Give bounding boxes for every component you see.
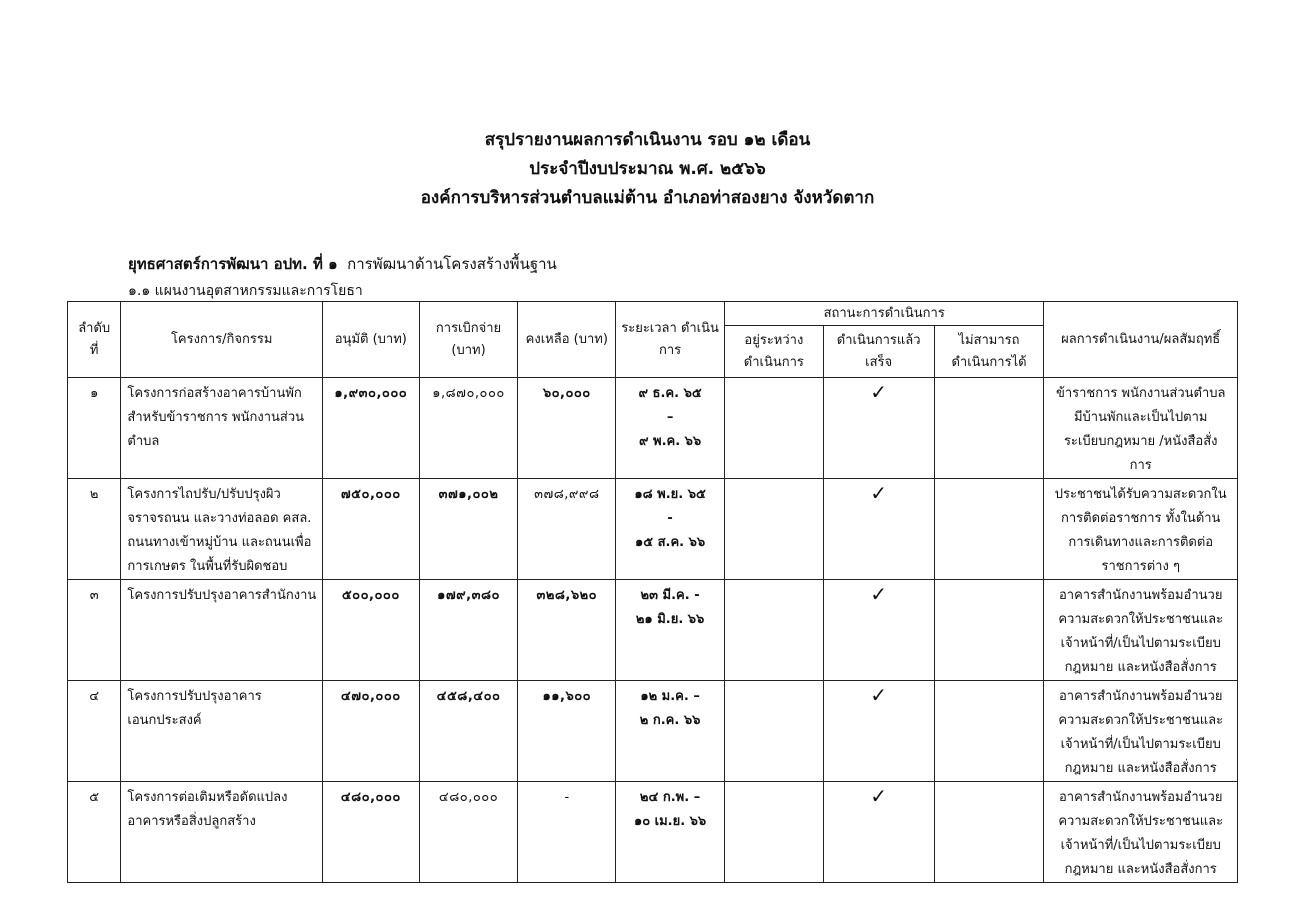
strategy-heading [128, 252, 557, 276]
table-row [68, 782, 1238, 883]
row-project: โครงการปรับปรุงอาคาร เอนกประสงค์ [121, 681, 323, 782]
header-remaining: คงเหลือ (บาท) [518, 302, 616, 378]
check-mark-icon: ✓ [870, 582, 888, 606]
row-remaining: ๑๑,๖๐๐ [518, 681, 616, 782]
row-result: อาคารสำนักงานพร้อมอำนวย ความสะดวกให้ประชาชนและ เจ้าหน้าที่/เป็นไปตามระเบียบ กฎหมาย และหนังสือสั่งการ [1044, 782, 1238, 883]
row-period: ๒๔ ก.พ. – ๑๐ เม.ย. ๖๖ [616, 782, 725, 883]
row-project: โครงการก่อสร้างอาคารบ้านพัก สำหรับข้าราชการ พนักงานส่วน ตำบล [121, 378, 323, 479]
row-no: ๑ [68, 378, 121, 479]
row-approved: ๕๐๐,๐๐๐ [322, 580, 419, 681]
row-remaining: ๓๗๘,๙๙๘ [518, 479, 616, 580]
row-no: ๕ [68, 782, 121, 883]
header-in-progress: อยู่ระหว่าง ดำเนินการ [724, 326, 823, 378]
row-approved: ๗๕๐,๐๐๐ [322, 479, 419, 580]
table-header [68, 302, 1238, 378]
row-project: โครงการต่อเติมหรือดัดแปลง อาคารหรือสิ่งปลูกสร้าง [121, 782, 323, 883]
row-remaining: ๖๐,๐๐๐ [518, 378, 616, 479]
row-in-progress-cell [724, 479, 823, 580]
header-result: ผลการดำเนินงาน/ผลสัมฤทธิ์ [1044, 302, 1238, 378]
row-remaining: ๓๒๘,๖๒๐ [518, 580, 616, 681]
row-approved: ๑,๙๓๐,๐๐๐ [322, 378, 419, 479]
header-period: ระยะเวลา ดำเนินการ [616, 302, 725, 378]
report-title-line-2: ประจำปีงบประมาณ พ.ศ. ๒๕๖๖ [529, 159, 766, 179]
row-approved: ๔๘๐,๐๐๐ [322, 782, 419, 883]
project-table [67, 301, 1238, 883]
row-period: ๑๘ พ.ย. ๖๕ - ๑๕ ส.ค. ๖๖ [616, 479, 725, 580]
report-title-line-3: องค์การบริหารส่วนตำบลแม่ต้าน อำเภอท่าสองยาง จังหวัดตาก [420, 188, 875, 208]
row-completed-cell [823, 378, 934, 479]
report-title-block [0, 126, 1295, 213]
row-result: ข้าราชการ พนักงานส่วนตำบล มีบ้านพักและเป็นไปตาม ระเบียบกฎหมาย /หนังสือสั่ง การ [1044, 378, 1238, 479]
row-unable-cell [934, 782, 1044, 883]
row-period: ๒๓ มี.ค. - ๒๑ มิ.ย. ๖๖ [616, 580, 725, 681]
header-completed: ดำเนินการแล้ว เสร็จ [823, 326, 934, 378]
row-result: อาคารสำนักงานพร้อมอำนวย ความสะดวกให้ประชาชนและ เจ้าหน้าที่/เป็นไปตามระเบียบ กฎหมาย และหนังสือสั่งการ [1044, 681, 1238, 782]
row-unable-cell [934, 479, 1044, 580]
check-mark-icon: ✓ [870, 481, 888, 505]
row-period: ๑๒ ม.ค. – ๒ ก.ค. ๖๖ [616, 681, 725, 782]
row-in-progress-cell [724, 681, 823, 782]
strategy-label: ยุทธศาสตร์การพัฒนา อปท. ที่ ๑ [128, 255, 338, 273]
header-status: สถานะการดำเนินการ [724, 302, 1043, 326]
row-disbursed: ๑๗๙,๓๘๐ [419, 580, 518, 681]
row-disbursed: ๓๗๑,๐๐๒ [419, 479, 518, 580]
header-project: โครงการ/กิจกรรม [121, 302, 323, 378]
row-unable-cell [934, 681, 1044, 782]
row-no: ๔ [68, 681, 121, 782]
row-in-progress-cell [724, 378, 823, 479]
header-disbursed: การเบิกจ่าย (บาท) [419, 302, 518, 378]
plan-heading: ๑.๑ แผนงานอุตสาหกรรมและการโยธา [128, 283, 363, 299]
table-row [68, 479, 1238, 580]
row-disbursed: ๔๕๘,๔๐๐ [419, 681, 518, 782]
row-unable-cell [934, 580, 1044, 681]
row-project: โครงการปรับปรุงอาคารสำนักงาน [121, 580, 323, 681]
row-completed-cell [823, 681, 934, 782]
row-no: ๒ [68, 479, 121, 580]
check-mark-icon: ✓ [870, 784, 888, 808]
row-disbursed: ๔๘๐,๐๐๐ [419, 782, 518, 883]
table-row [68, 681, 1238, 782]
header-unable: ไม่สามารถ ดำเนินการได้ [934, 326, 1044, 378]
row-disbursed: ๑,๘๗๐,๐๐๐ [419, 378, 518, 479]
row-approved: ๔๗๐,๐๐๐ [322, 681, 419, 782]
row-completed-cell [823, 580, 934, 681]
row-in-progress-cell [724, 580, 823, 681]
table-row [68, 580, 1238, 681]
row-project: โครงการไถปรับ/ปรับปรุงผิว จราจรถนน และวางท่อลอด คสล. ถนนทางเข้าหมู่บ้าน และถนนเพื่อ การเกษตร ในพื้นที่รับผิดชอบ [121, 479, 323, 580]
row-remaining: - [518, 782, 616, 883]
table-row [68, 378, 1238, 479]
row-result: ประชาชนได้รับความสะดวกใน การติดต่อราชการ ทั้งในด้าน การเดินทางและการติดต่อ ราชการต่าง ๆ [1044, 479, 1238, 580]
row-unable-cell [934, 378, 1044, 479]
header-approved: อนุมัติ (บาท) [322, 302, 419, 378]
check-mark-icon: ✓ [870, 683, 888, 707]
check-mark-icon: ✓ [870, 380, 888, 404]
header-no: ลำดับ ที่ [68, 302, 121, 378]
table-body [68, 378, 1238, 883]
row-completed-cell [823, 479, 934, 580]
row-completed-cell [823, 782, 934, 883]
row-period: ๙ ธ.ค. ๖๕ – ๙ พ.ค. ๖๖ [616, 378, 725, 479]
row-result: อาคารสำนักงานพร้อมอำนวย ความสะดวกให้ประชาชนและ เจ้าหน้าที่/เป็นไปตามระเบียบ กฎหมาย และหนังสือสั่งการ [1044, 580, 1238, 681]
report-title-line-1: สรุปรายงานผลการดำเนินงาน รอบ ๑๒ เดือน [484, 130, 811, 150]
strategy-name: การพัฒนาด้านโครงสร้างพื้นฐาน [347, 255, 557, 273]
row-no: ๓ [68, 580, 121, 681]
row-in-progress-cell [724, 782, 823, 883]
